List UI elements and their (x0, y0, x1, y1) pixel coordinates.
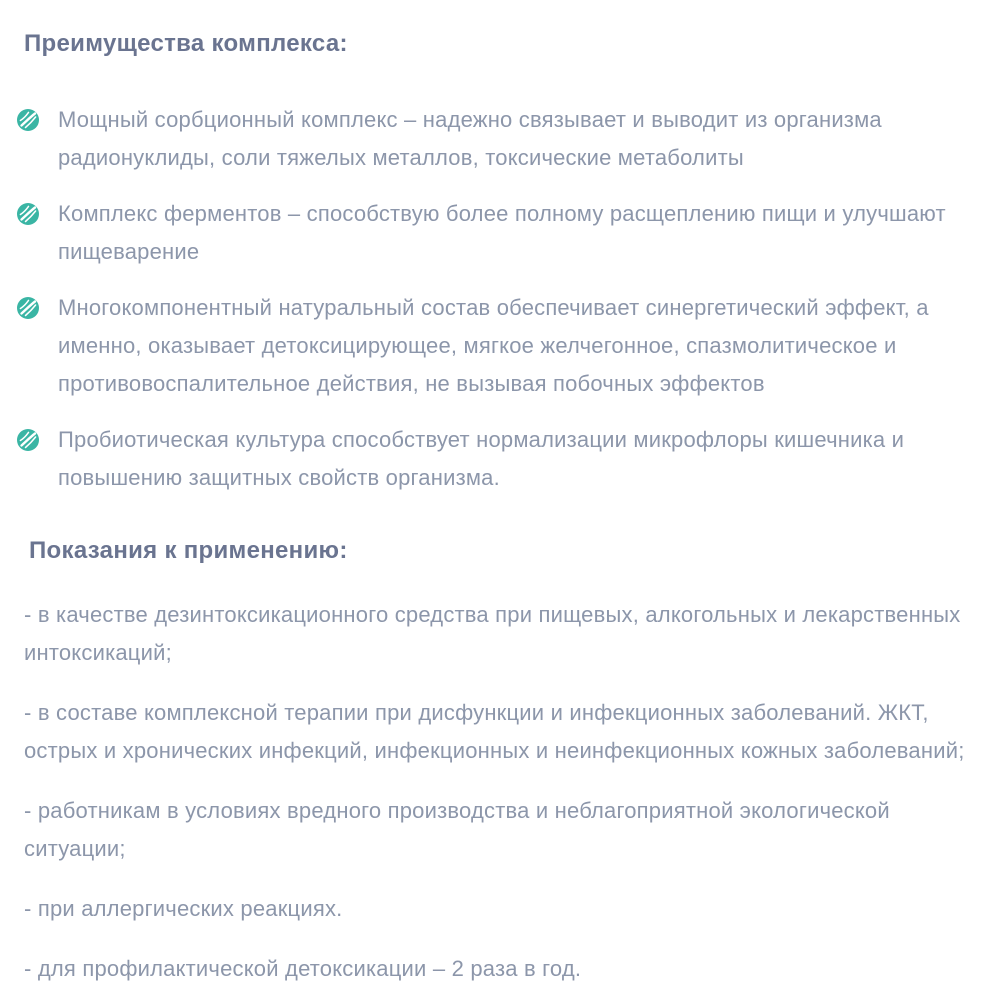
indication-paragraph: - в составе комплексной терапии при дисфункции и инфекционных заболеваний. ЖКТ, острых и хронических инфекций, инфекционных и неинфекционных кожных заболеваний; (24, 699, 965, 763)
teal-swoosh-logo-icon (17, 429, 39, 451)
advantage-item-text: Многокомпонентный натуральный состав обеспечивает синергетический эффект, а именно, оказывает детоксицирующее, мягкое желчегонное, спазмолитическое и противовоспалительное действия, не вызывая побочных эффектов (58, 294, 929, 396)
advantage-item-text: Мощный сорбционный комплекс – надежно связывает и выводит из организма радионуклиды, соли тяжелых металлов, токсические метаболиты (58, 106, 882, 170)
teal-swoosh-logo-icon (17, 109, 39, 131)
advantages-section (24, 30, 972, 497)
advantage-item-text: Комплекс ферментов – способствую более полному расщеплению пищи и улучшают пищеварение (58, 200, 946, 264)
advantage-item-text: Пробиотическая культура способствует нормализации микрофлоры кишечника и повышению защитных свойств организма. (58, 426, 905, 490)
indications-section (24, 537, 972, 988)
teal-swoosh-logo-icon (17, 203, 39, 225)
indication-paragraph: - в качестве дезинтоксикационного средства при пищевых, алкогольных и лекарственных интоксикаций; (24, 601, 961, 665)
list-item (24, 289, 972, 403)
indication-paragraph: - для профилактической детоксикации – 2 раза в год. (24, 955, 582, 981)
list-item (24, 421, 972, 497)
advantages-heading: Преимущества комплекса: (24, 30, 348, 57)
indications-heading: Показания к применению: (29, 536, 348, 564)
list-item (24, 195, 972, 271)
advantages-list (24, 101, 972, 497)
indication-paragraph: - работникам в условиях вредного производства и неблагоприятной экологической ситуации; (24, 797, 890, 861)
teal-swoosh-logo-icon (17, 297, 39, 319)
list-item (24, 101, 972, 177)
indication-paragraph: - при аллергических реакциях. (24, 895, 343, 921)
